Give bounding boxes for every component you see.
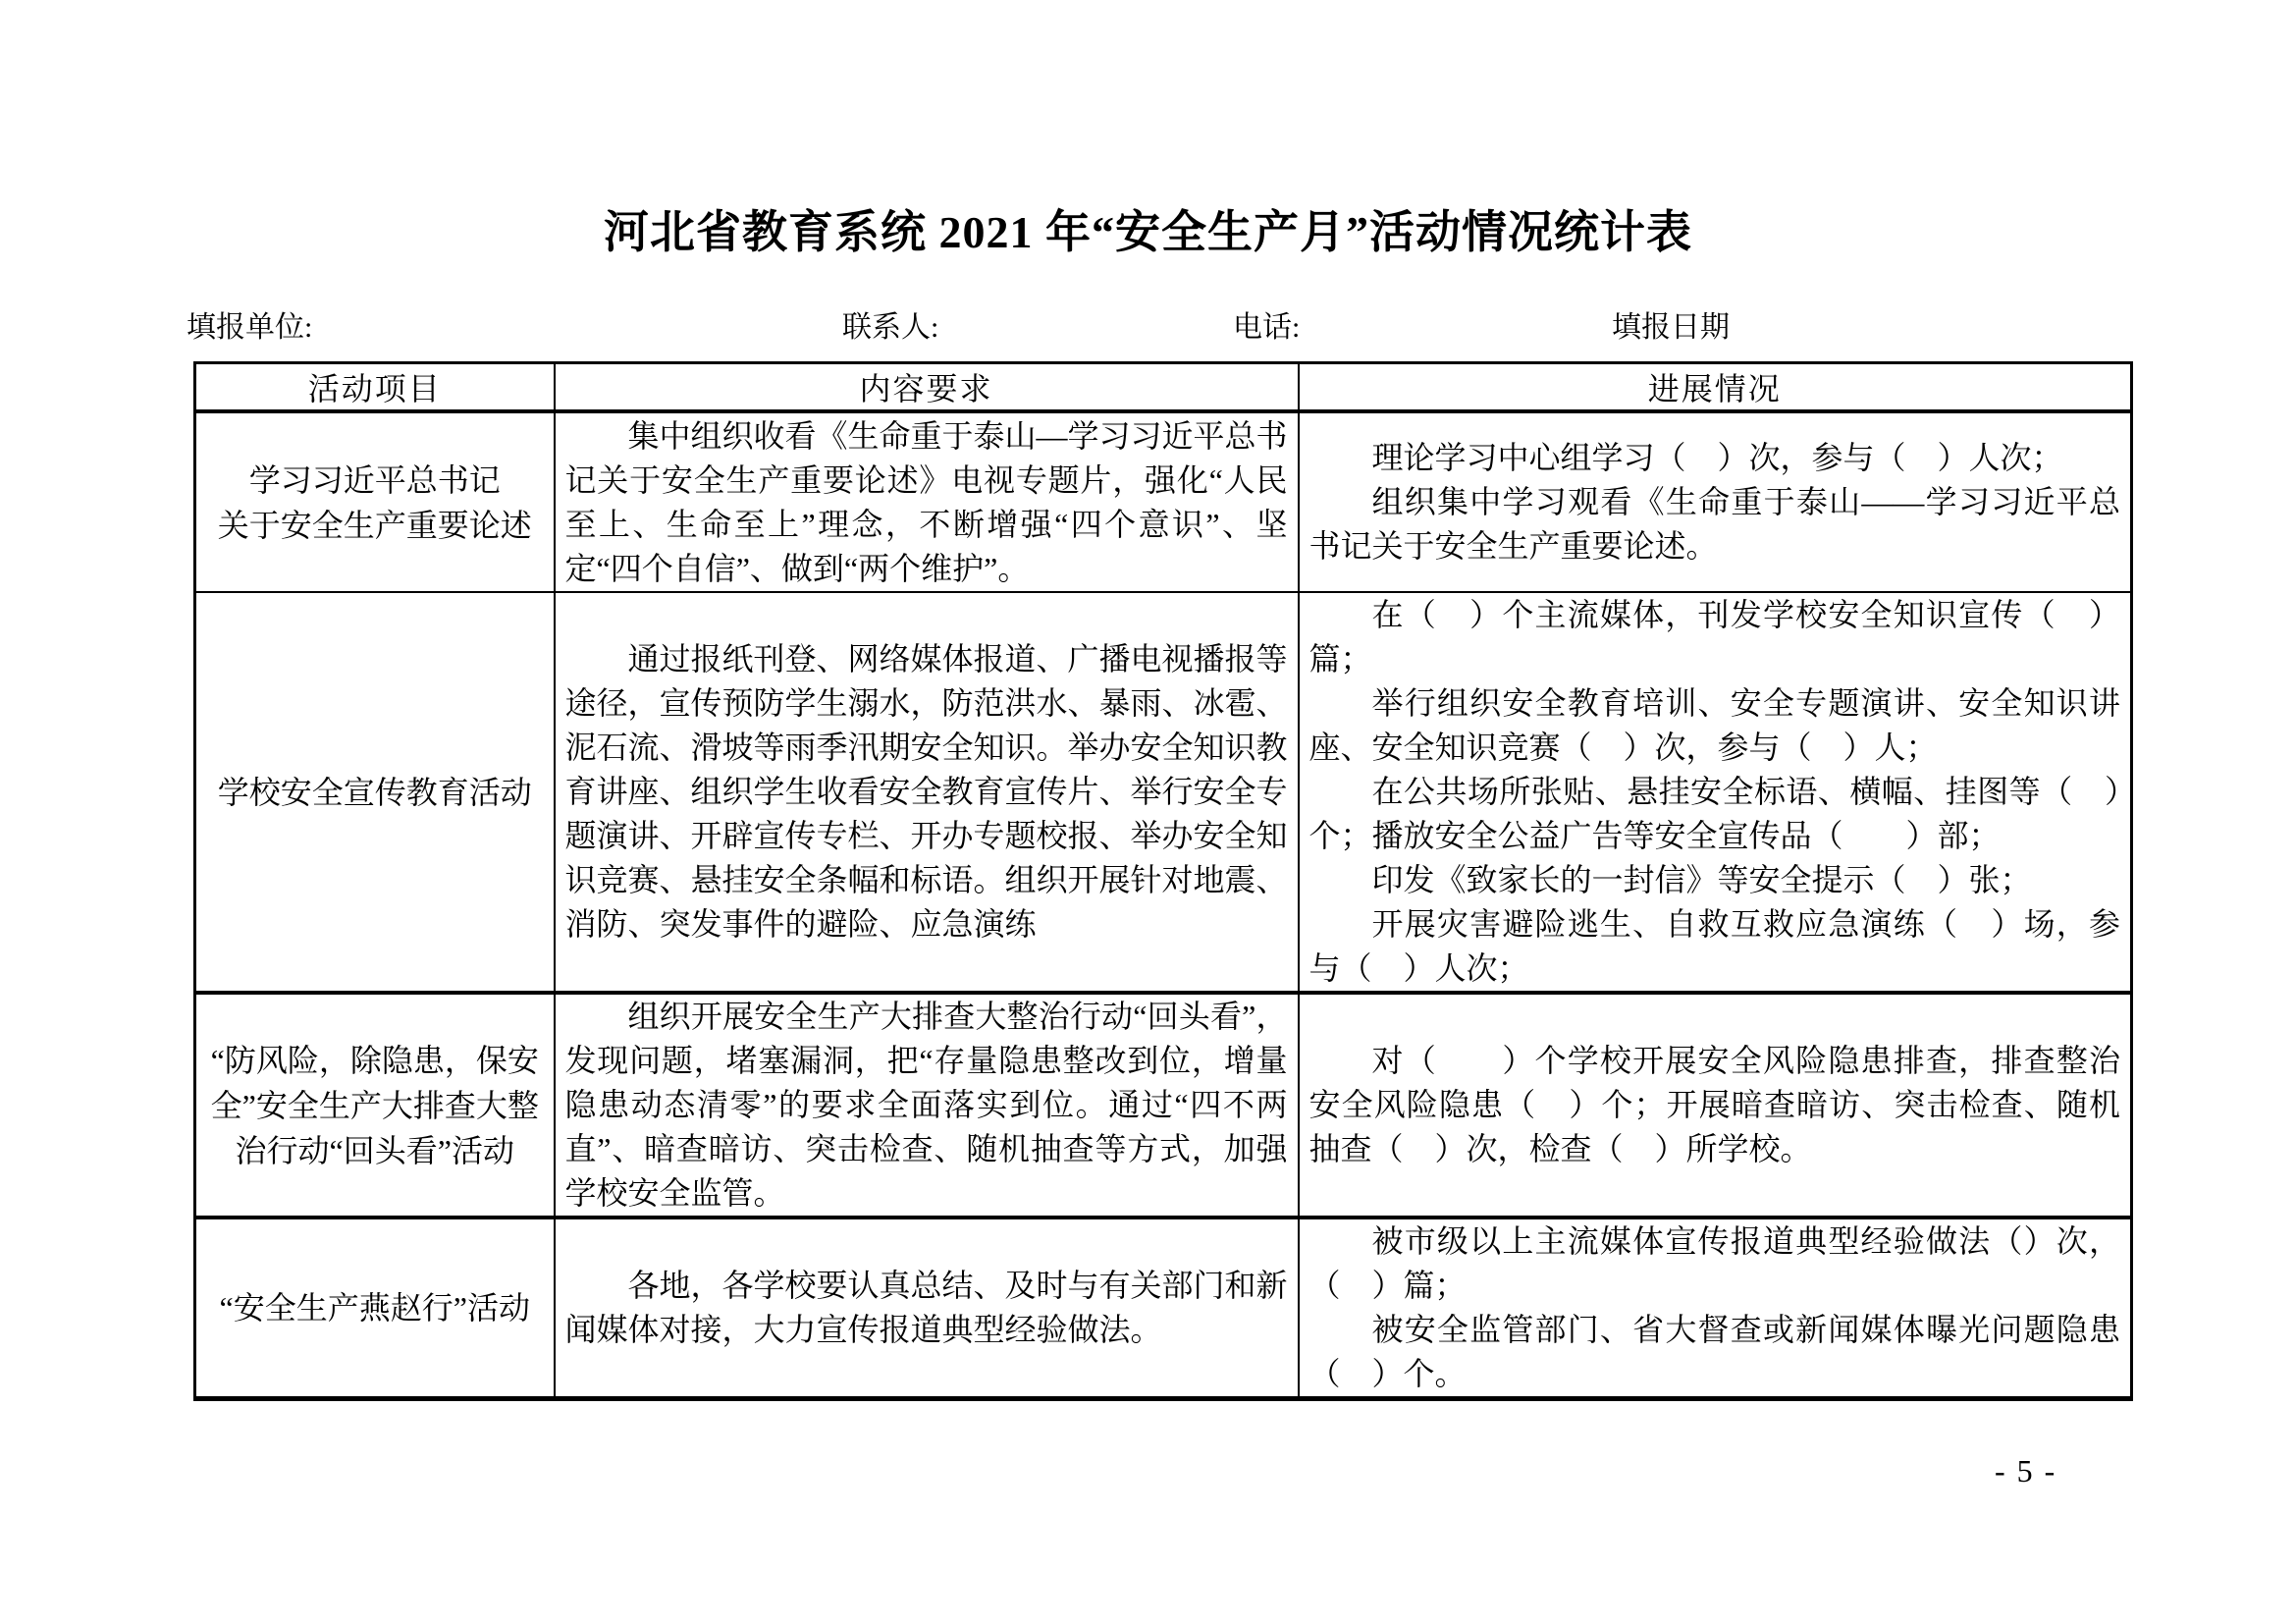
- progress-cell-paragraph: 在（ ）个主流媒体，刊发学校安全知识宣传（ ）篇；: [1308, 597, 2120, 677]
- document-title: 河北省教育系统 2021 年“安全生产月”活动情况统计表: [604, 207, 1692, 257]
- table-row: [195, 993, 2132, 1218]
- progress-cell-paragraph: 印发《致家长的一封信》等安全提示（ ）张；: [1371, 862, 2032, 897]
- table-row: [195, 592, 2132, 993]
- progress-cell: [1299, 993, 2132, 1218]
- project-cell: “安全生产燕赵行”活动: [195, 1218, 555, 1399]
- progress-cell-paragraph: 开展灾害避险逃生、自救互救应急演练（ ）场，参与（ ）人次；: [1308, 906, 2120, 986]
- table-row: [195, 1218, 2132, 1399]
- project-cell: 学校安全宣传教育活动: [195, 592, 555, 993]
- project-cell: 学习习近平总书记 关于安全生产重要论述: [195, 411, 555, 592]
- requirements-cell: [555, 1218, 1299, 1399]
- table-header-row: [195, 363, 2132, 412]
- progress-cell-paragraph: 在公共场所张贴、悬挂安全标语、横幅、挂图等（ ）个；播放安全公益广告等安全宣传品（ ）部；: [1308, 774, 2120, 853]
- report-unit-label: 填报单位:: [187, 311, 313, 344]
- requirements-cell: [555, 993, 1299, 1218]
- column-header-requirements: 内容要求: [555, 363, 1299, 412]
- requirements-cell-paragraph: 组织开展安全生产大排查大整治行动“回头看”，发现问题，堵塞漏洞，把“存量隐患整改到位，增量隐患动态清零”的要求全面落实到位。通过“四不两直”、暗查暗访、突击检查、随机抽查等方式，加强学校安全监管。: [564, 999, 1288, 1211]
- contact-person-label: 联系人:: [842, 311, 939, 344]
- project-cell: “防风险，除隐患，保安 全”安全生产大排查大整 治行动“回头看”活动: [195, 993, 555, 1218]
- progress-cell-paragraph: 被市级以上主流媒体宣传报道典型经验做法（）次，（ ）篇；: [1308, 1223, 2120, 1303]
- page-number: - 5 -: [1995, 1453, 2057, 1489]
- table-row: [195, 411, 2132, 592]
- progress-cell: [1299, 1218, 2132, 1399]
- progress-cell-paragraph: 被安全监管部门、省大督查或新闻媒体曝光问题隐患（ ）个。: [1308, 1312, 2120, 1391]
- progress-cell: [1299, 592, 2132, 993]
- progress-cell-paragraph: 组织集中学习观看《生命重于泰山——学习习近平总书记关于安全生产重要论述。: [1308, 484, 2120, 564]
- requirements-cell: [555, 411, 1299, 592]
- column-header-project: 活动项目: [195, 363, 555, 412]
- progress-cell: [1299, 411, 2132, 592]
- report-meta-row: [0, 302, 2296, 346]
- requirements-cell-paragraph: 各地，各学校要认真总结、及时与有关部门和新闻媒体对接，大力宣传报道典型经验做法。: [564, 1268, 1288, 1347]
- requirements-cell: [555, 592, 1299, 993]
- column-header-progress: 进展情况: [1299, 363, 2132, 412]
- requirements-cell-paragraph: 通过报纸刊登、网络媒体报道、广播电视播报等途径，宣传预防学生溺水，防范洪水、暴雨、冰雹、泥石流、滑坡等雨季汛期安全知识。举办安全知识教育讲座、组织学生收看安全教育宣传片、举行安全专题演讲、开辟宣传专栏、开办专题校报、举办安全知识竞赛、悬挂安全条幅和标语。组织开展针对地震、消防、突发事件的避险、应急演练: [564, 641, 1288, 942]
- progress-cell-paragraph: 理论学习中心组学习（ ）次，参与（ ）人次；: [1371, 440, 2063, 475]
- phone-label: 电话:: [1233, 311, 1301, 344]
- statistics-table: [193, 361, 2133, 1401]
- progress-cell-paragraph: 举行组织安全教育培训、安全专题演讲、安全知识讲座、安全知识竞赛（ ）次，参与（ ）人；: [1308, 685, 2120, 765]
- requirements-cell-paragraph: 集中组织收看《生命重于泰山—学习习近平总书记关于安全生产重要论述》电视专题片，强化“人民至上、生命至上”理念，不断增强“四个意识”、坚定“四个自信”、做到“两个维护”。: [564, 417, 1288, 586]
- progress-cell-paragraph: 对（ ）个学校开展安全风险隐患排查，排查整治安全风险隐患（ ）个；开展暗查暗访、突击检查、随机抽查（ ）次，检查（ ）所学校。: [1308, 1043, 2120, 1166]
- report-date-label: 填报日期: [1612, 311, 1730, 344]
